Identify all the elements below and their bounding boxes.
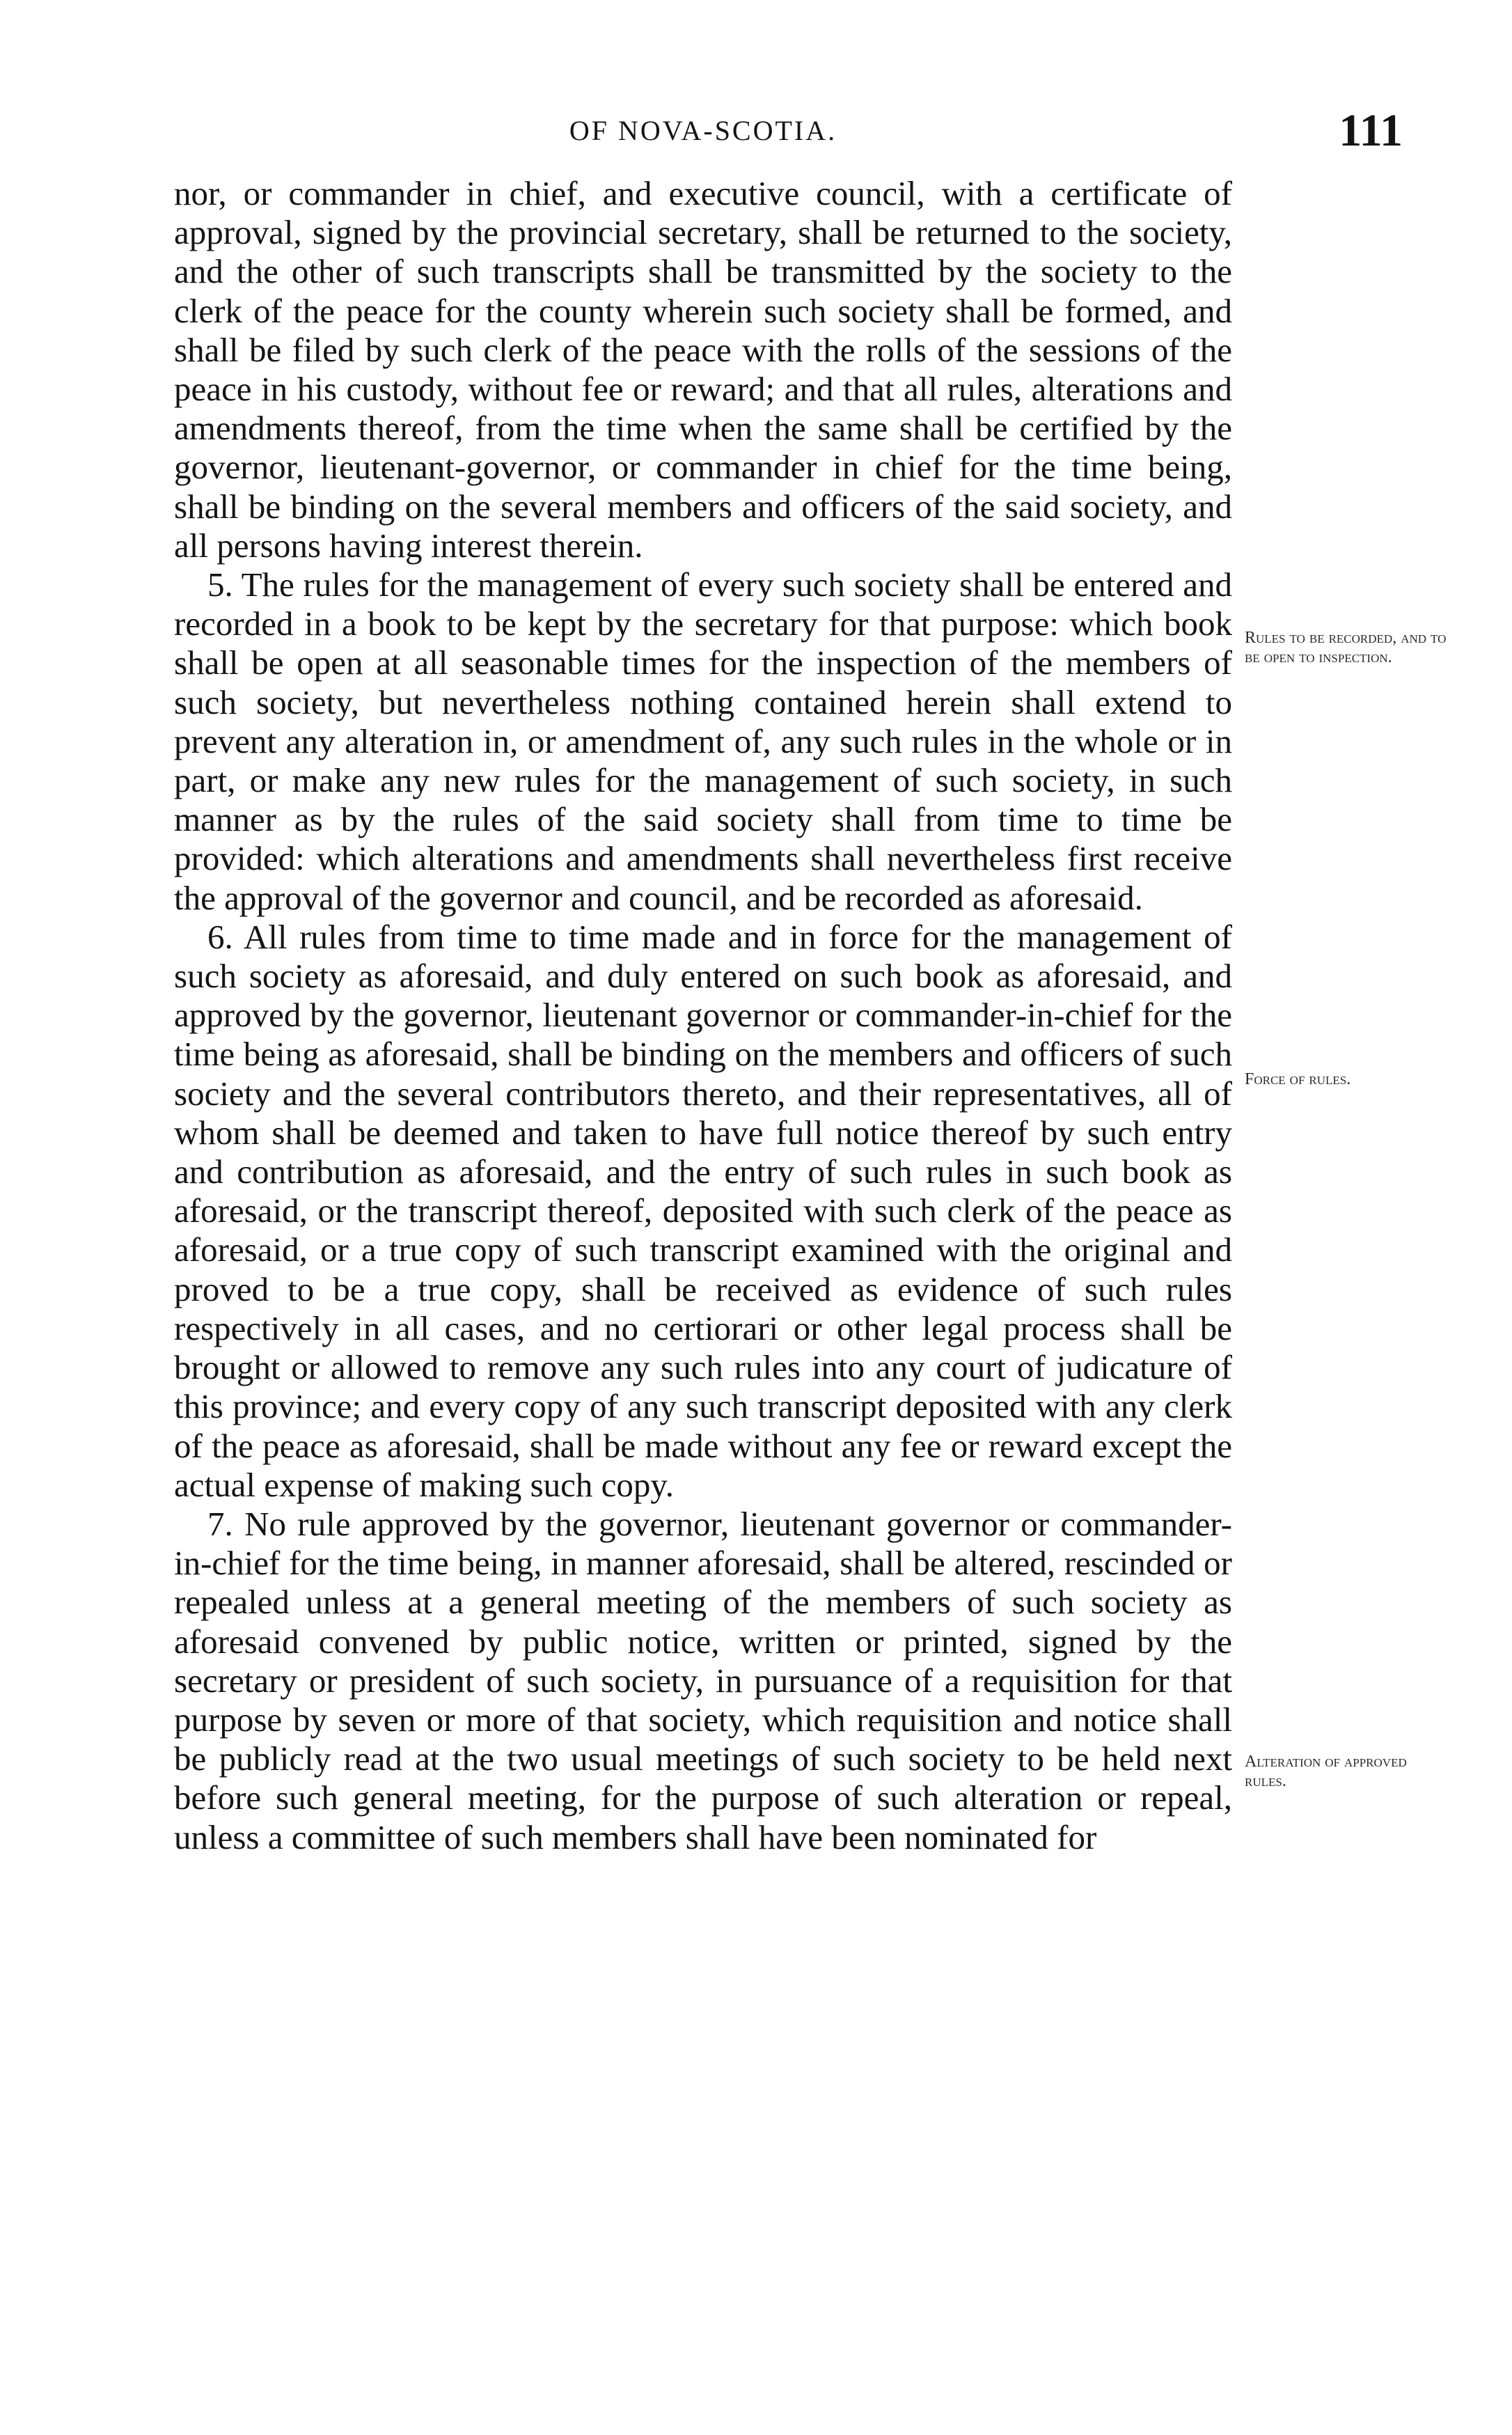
margin-note-alteration-of-rules: Alteration of approved rules. (1245, 1753, 1407, 1790)
margin-note-rules-recorded: Rules to be recorded, and to be open to inspection. (1245, 629, 1447, 666)
paragraph-continued: nor, or commander in chief, and executive council, with a certificate of approval, signed by the provincial secretary, shall be returned to the society, and the other of such transcripts shall be transmitted by the society to the clerk of the peace for the county wherein such society shall be formed, and shall be filed by such clerk of the peace with the rolls of the sessions of the peace in his custody, without fee or reward; and that all rules, alterations and amendments thereof, from the time when the same shall be certified by the governor, lieutenant-governor, or commander in chief for the time being, shall be binding on the several members and officers of the said society, and all persons having interest therein. (174, 174, 1232, 565)
margin-note-force-of-rules: Force of rules. (1245, 1070, 1351, 1088)
page-number: 111 (1339, 105, 1403, 156)
paragraph-section-7: 7. No rule approved by the governor, lieutenant governor or commander-in-chief for the time being, in manner aforesaid, shall be altered, rescinded or repealed unless at a general meeting of the members of such society as aforesaid convened by public notice, written or printed, signed by the secretary or president of such society, in pursuance of a requisition for that purpose by seven or more of that society, which requisition and notice shall be publicly read at the two usual meetings of such society to be held next before such general meeting, for the purpose of such alteration or repeal, unless a committee of such members shall have been nominated for (174, 1504, 1232, 1856)
page-body (174, 174, 1232, 1857)
running-header (174, 104, 1403, 156)
running-title: OF NOVA-SCOTIA. (569, 115, 837, 146)
paragraph-section-6: 6. All rules from time to time made and in force for the management of such society as aforesaid, and duly entered on such book as aforesaid, and approved by the governor, lieutenant governor or commander-in-chief for the time being as aforesaid, shall be binding on the members and officers of such society and the several contributors thereto, and their representatives, all of whom shall be deemed and taken to have full notice thereof by such entry and contribution as aforesaid, and the entry of such rules in such book as aforesaid, or the transcript thereof, deposited with such clerk of the peace as aforesaid, or a true copy of such transcript examined with the original and proved to be a true copy, shall be received as evidence of such rules respectively in all cases, and no certiorari or other legal process shall be brought or allowed to remove any such rules into any court of judicature of this province; and every copy of any such transcript deposited with any clerk of the peace as aforesaid, shall be made without any fee or reward except the actual expense of making such copy. (174, 917, 1232, 1504)
paragraph-section-5: 5. The rules for the management of every such society shall be entered and recorded in a book to be kept by the secretary for that purpose: which book shall be open at all seasonable times for the inspection of the members of such society, but nevertheless nothing contained herein shall extend to prevent any alteration in, or amendment of, any such rules in the whole or in part, or make any new rules for the management of such society, in such manner as by the rules of the said society shall from time to time be provided: which alterations and amendments shall nevertheless first receive the approval of the governor and council, and be recorded as aforesaid. (174, 565, 1232, 917)
